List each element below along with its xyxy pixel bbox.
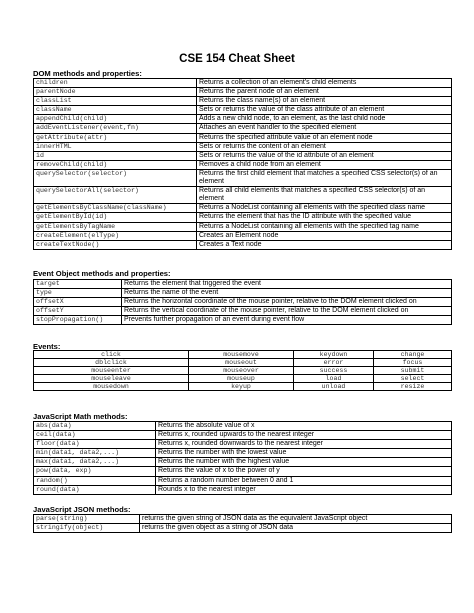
method-name: stopPropagation() [34, 316, 122, 325]
events-table [33, 350, 452, 391]
description: Returns the element that triggered the event [122, 280, 452, 289]
description: Creates an Element node [197, 231, 452, 240]
method-name: createTextNode() [34, 240, 197, 249]
description: Attaches an event handler to the specified element [197, 124, 452, 133]
description: Sets or returns the content of an element [197, 142, 452, 151]
description: Returns the horizontal coordinate of the mouse pointer, relative to the DOM element clicked on [122, 298, 452, 307]
method-name: offsetX [34, 298, 122, 307]
description: Returns the first child element that matches a specified CSS selector(s) of an element [197, 169, 452, 186]
method-name: children [34, 79, 197, 88]
table-row [34, 106, 452, 115]
event-name: mouseover [189, 367, 294, 375]
table-row [34, 115, 452, 124]
method-name: type [34, 289, 122, 298]
table-row [34, 367, 452, 375]
method-name: random() [34, 476, 156, 485]
description: Returns the number with the highest value [156, 458, 452, 467]
method-name: addEventListener(event,fn) [34, 124, 197, 133]
event-name: mouseout [189, 359, 294, 367]
description: Returns a NodeList containing all elements with the specified class name [197, 204, 452, 213]
table-row [34, 222, 452, 231]
event-name: resize [374, 383, 452, 391]
event-name: keydown [294, 351, 374, 359]
description: Returns a collection of an element's child elements [197, 79, 452, 88]
method-name: removeChild(child) [34, 160, 197, 169]
math-heading: JavaScript Math methods: [33, 412, 128, 421]
table-row [34, 422, 452, 431]
method-name: getElementsByClassName(className) [34, 204, 197, 213]
table-row [34, 458, 452, 467]
description: Returns the element that has the ID attribute with the specified value [197, 213, 452, 222]
method-name: querySelectorAll(selector) [34, 187, 197, 204]
method-name: getElementsByTagName [34, 222, 197, 231]
table-row [34, 307, 452, 316]
description: Returns the name of the event [122, 289, 452, 298]
table-row [34, 240, 452, 249]
description: Creates a Text node [197, 240, 452, 249]
table-row [34, 169, 452, 186]
method-name: appendChild(child) [34, 115, 197, 124]
table-row [34, 187, 452, 204]
description: Returns x, rounded downwards to the nearest integer [156, 440, 452, 449]
description: returns the given string of JSON data as the equivalent JavaScript object [140, 515, 452, 524]
table-row [34, 160, 452, 169]
event-name: change [374, 351, 452, 359]
method-name: pow(data, exp) [34, 467, 156, 476]
method-name: createElement(elType) [34, 231, 197, 240]
method-name: parentNode [34, 88, 197, 97]
description: Returns the specified attribute value of an element node [197, 133, 452, 142]
event-name: mouseup [189, 375, 294, 383]
description: Adds a new child node, to an element, as the last child node [197, 115, 452, 124]
event-name: mousedown [34, 383, 189, 391]
dom-heading: DOM methods and properties: [33, 69, 142, 78]
event-name: load [294, 375, 374, 383]
method-name: abs(data) [34, 422, 156, 431]
description: Returns the absolute value of x [156, 422, 452, 431]
description: Rounds x to the nearest integer [156, 485, 452, 494]
description: Removes a child node from an element [197, 160, 452, 169]
description: Returns the class name(s) of an element [197, 97, 452, 106]
json-heading: JavaScript JSON methods: [33, 505, 131, 514]
table-row [34, 515, 452, 524]
math-table [33, 421, 452, 495]
description: Returns the vertical coordinate of the mouse pointer, relative to the DOM element clicked on [122, 307, 452, 316]
method-name: parse(string) [34, 515, 140, 524]
event-name: unload [294, 383, 374, 391]
table-row [34, 431, 452, 440]
table-row [34, 375, 452, 383]
method-name: id [34, 151, 197, 160]
table-row [34, 351, 452, 359]
table-row [34, 280, 452, 289]
table-row [34, 485, 452, 494]
method-name: innerHTML [34, 142, 197, 151]
event-name: mouseenter [34, 367, 189, 375]
method-name: target [34, 280, 122, 289]
description: Returns the parent node of an element [197, 88, 452, 97]
table-row [34, 440, 452, 449]
method-name: className [34, 106, 197, 115]
table-row [34, 88, 452, 97]
method-name: classList [34, 97, 197, 106]
description: Prevents further propagation of an event during event flow [122, 316, 452, 325]
method-name: offsetY [34, 307, 122, 316]
events-heading: Events: [33, 342, 61, 351]
event-name: mousemove [189, 351, 294, 359]
event-name: focus [374, 359, 452, 367]
table-row [34, 79, 452, 88]
event-name: submit [374, 367, 452, 375]
description: Returns x, rounded upwards to the nearest integer [156, 431, 452, 440]
description: Returns the value of x to the power of y [156, 467, 452, 476]
description: returns the given object as a string of JSON data [140, 524, 452, 533]
table-row [34, 213, 452, 222]
method-name: getAttribute(attr) [34, 133, 197, 142]
description: Returns a NodeList containing all elements with the specified tag name [197, 222, 452, 231]
method-name: getElementById(id) [34, 213, 197, 222]
table-row [34, 142, 452, 151]
dom-table [33, 78, 452, 250]
table-row [34, 204, 452, 213]
table-row [34, 298, 452, 307]
description: Returns the number with the lowest value [156, 449, 452, 458]
event-name: mouseleave [34, 375, 189, 383]
table-row [34, 383, 452, 391]
table-row [34, 467, 452, 476]
table-row [34, 476, 452, 485]
table-row [34, 97, 452, 106]
event-name: error [294, 359, 374, 367]
description: Returns all child elements that matches a specified CSS selector(s) of an element [197, 187, 452, 204]
page-title: CSE 154 Cheat Sheet [179, 53, 295, 65]
method-name: round(data) [34, 485, 156, 494]
event-name: dblclick [34, 359, 189, 367]
table-row [34, 316, 452, 325]
method-name: querySelector(selector) [34, 169, 197, 186]
event-object-heading: Event Object methods and properties: [33, 269, 171, 278]
method-name: min(data1, data2,...) [34, 449, 156, 458]
table-row [34, 449, 452, 458]
event-name: select [374, 375, 452, 383]
event-name: keyup [189, 383, 294, 391]
table-row [34, 151, 452, 160]
description: Returns a random number between 0 and 1 [156, 476, 452, 485]
method-name: floor(data) [34, 440, 156, 449]
method-name: stringify(object) [34, 524, 140, 533]
table-row [34, 524, 452, 533]
table-row [34, 124, 452, 133]
table-row [34, 231, 452, 240]
event-name: click [34, 351, 189, 359]
table-row [34, 359, 452, 367]
table-row [34, 133, 452, 142]
description: Sets or returns the value of the class attribute of an element [197, 106, 452, 115]
method-name: max(data1, data2,...) [34, 458, 156, 467]
table-row [34, 289, 452, 298]
method-name: ceil(data) [34, 431, 156, 440]
event-name: success [294, 367, 374, 375]
event-object-table [33, 279, 452, 325]
description: Sets or returns the value of the id attribute of an element [197, 151, 452, 160]
json-table [33, 514, 452, 533]
